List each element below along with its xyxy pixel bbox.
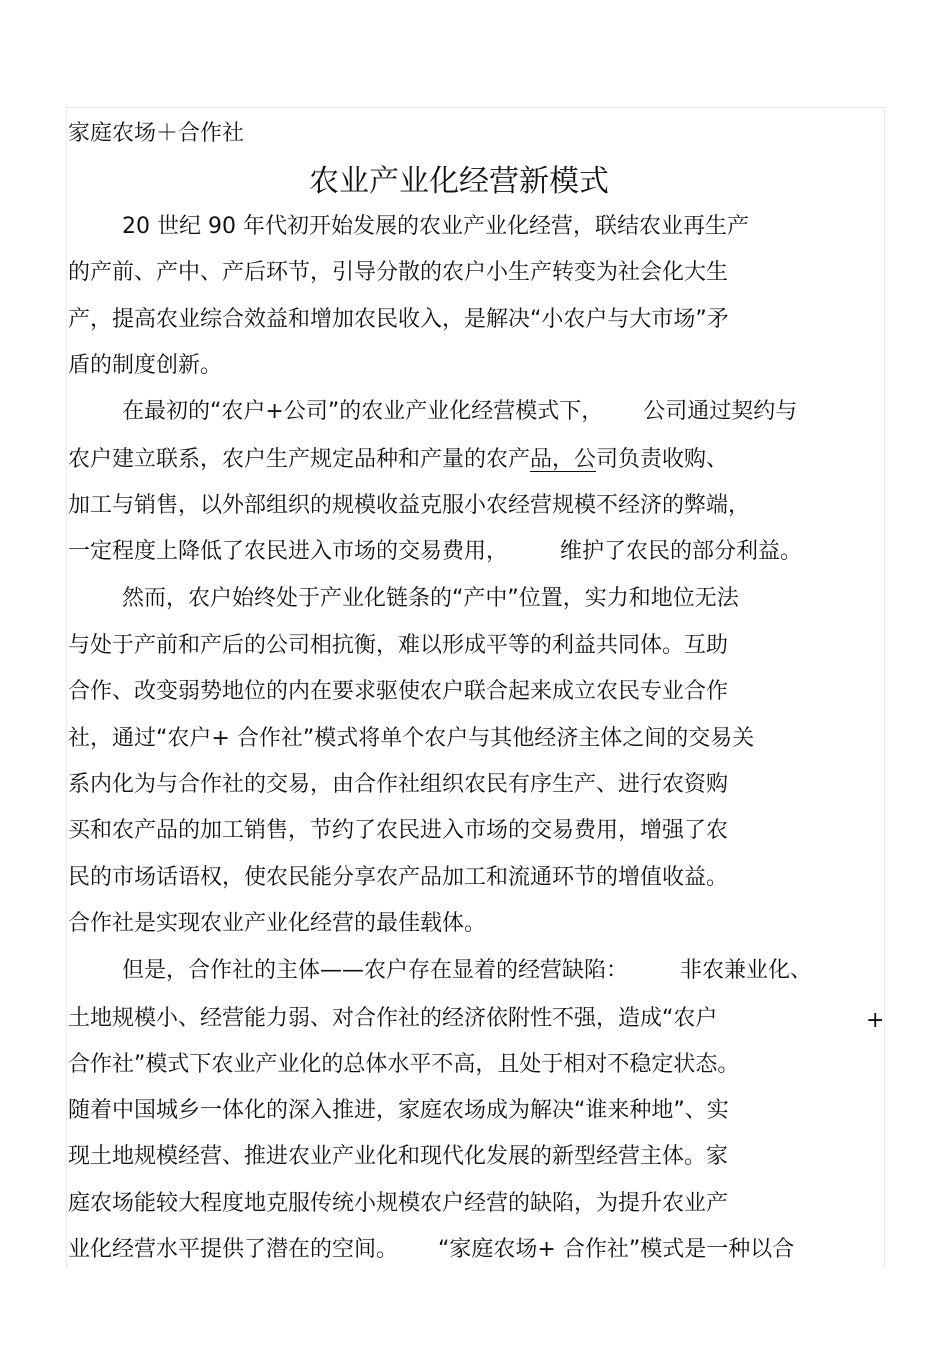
text-line: 民的市场话语权，使农民能分享农产品加工和流通环节的增值收益。 — [68, 865, 729, 890]
text-line: 然而，农户始终处于产业化链条的“产中”位置，实力和地位无法 — [122, 586, 739, 611]
text-line: 土地规模小、经营能力弱、对合作社的经济依附性不强，造成“农户 — [68, 1006, 718, 1031]
text-segment: “家庭农场+ 合作社”模式是一种以合 — [438, 1237, 795, 1262]
text-line: 买和农产品的加工销售，节约了农民进入市场的交易费用，增强了农 — [68, 818, 729, 843]
text-line: 加工与销售，以外部组织的规模收益克服小农经营规模不经济的弊端， — [68, 493, 751, 518]
text-segment: 一定程度上降低了农民进入市场的交易费用， — [68, 539, 509, 564]
text-line: 系内化为与合作社的交易，由合作社组织农民有序生产、进行农资购 — [68, 772, 729, 797]
text-line: 现土地规模经营、推进农业产业化和现代化发展的新型经营主体。家 — [68, 1144, 729, 1169]
underlined-text: 品，公 — [530, 447, 597, 472]
text-line: 合作社”模式下农业产业化的总体水平不高，且处于相对不稳定状态。 — [68, 1052, 740, 1077]
document-title: 农业产业化经营新模式 — [309, 164, 609, 199]
heading-small: 家庭农场＋合作社 — [68, 121, 245, 146]
text-line: 盾的制度创新。 — [68, 353, 223, 378]
text-line — [122, 397, 797, 427]
text-line: 庭农场能较大程度地克服传统小规模农户经营的缺陷，为提升农业产 — [68, 1191, 729, 1216]
text-line: 产，提高农业综合效益和增加农民收入，是解决“小农户与大市场”矛 — [68, 307, 729, 332]
text-segment: 但是，合作社的主体——农户存在显着的经营缺陷： — [122, 958, 629, 983]
text-line: 合作社是实现农业产业化经营的最佳载体。 — [68, 911, 487, 936]
text-line: 20 世纪 90 年代初开始发展的农业产业化经营，联结农业再生产 — [122, 214, 749, 239]
text-line — [68, 445, 728, 475]
text-line: 与处于产前和产后的公司相抗衡，难以形成平等的利益共同体。互助 — [68, 633, 729, 658]
text-segment: 农户建立联系，农户生产规定品种和产量的农产 — [68, 447, 531, 472]
text-line: 合作、改变弱势地位的内在要求驱使农户联合起来成立农民专业合作 — [68, 679, 729, 704]
text-segment: 维护了农民的部分利益。 — [560, 539, 803, 564]
text-segment: 司负责收购、 — [596, 447, 729, 472]
plus-sign: + — [866, 1008, 885, 1033]
text-line — [122, 956, 812, 986]
text-segment: 非农兼业化、 — [680, 958, 813, 983]
text-line: 的产前、产中、产后环节，引导分散的农户小生产转变为社会化大生 — [68, 260, 729, 285]
text-segment: 公司通过契约与 — [643, 399, 798, 424]
text-line — [68, 1235, 794, 1265]
text-segment: 在最初的“农户+公司”的农业产业化经营模式下， — [122, 399, 604, 424]
text-segment: 业化经营水平提供了潜在的空间。 — [68, 1237, 399, 1262]
text-line: 社，通过“农户+ 合作社”模式将单个农户与其他经济主体之间的交易关 — [68, 726, 755, 751]
text-line: 随着中国城乡一体化的深入推进，家庭农场成为解决“谁来种地”、实 — [68, 1098, 729, 1123]
text-line — [68, 537, 802, 567]
